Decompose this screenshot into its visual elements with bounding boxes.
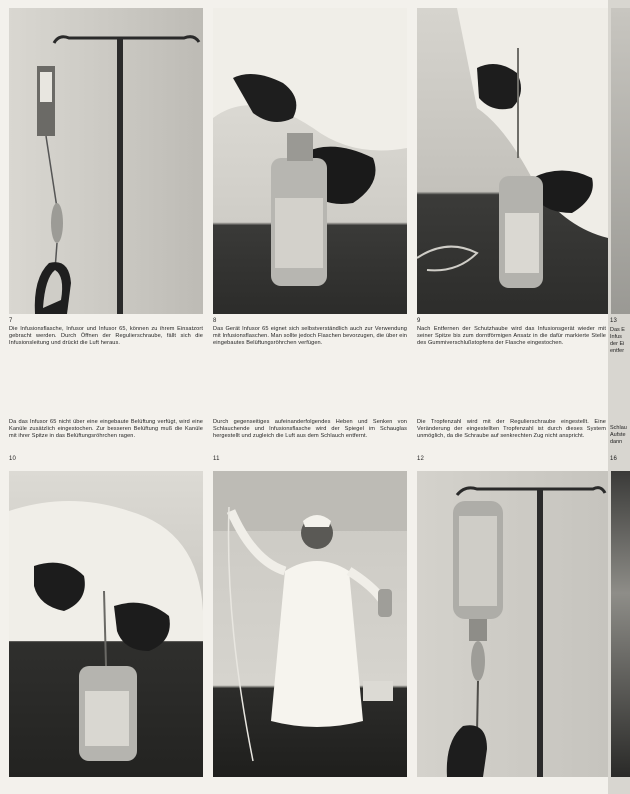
photo-drip-regulation xyxy=(417,471,608,777)
adjacent-figure-number: 13 xyxy=(610,318,618,324)
adjacent-caption-fragment: Das E xyxy=(610,327,625,333)
photo-inserting-spike xyxy=(417,8,608,314)
figure-caption: Die Tropfenzahl wird mit der Regulierschraube eingestellt. Eine Veränderung der eingestellten Tropfenzahl ist durch dieses System unmöglich, da die Schraube auf senkrechten Zug nicht anspricht. xyxy=(417,419,606,439)
figure-number: 7 xyxy=(9,318,13,324)
figure-caption: Nach Entfernen der Schutzhaube wird das Infusionsgerät wieder mit seiner Spitze bis zum dorntförmigen Ansatz in die dafür markierte Stelle des Gummiverschlußstopfens der Flasche eingestochen. xyxy=(417,326,606,346)
adjacent-caption-fragment: entfer xyxy=(610,348,625,354)
photo-cannula-ventilation xyxy=(9,471,203,777)
figure-caption: Durch gegenseitiges aufeinanderfolgendes Heben und Senken von Schlauchende und Infusionsflasche wird der Spiegel im Schauglas hergestellt und zugleich die Luft aus dem Schlauch entfernt. xyxy=(213,419,407,439)
photo-hands-opening-bottle xyxy=(213,8,407,314)
figure-number: 10 xyxy=(9,456,17,462)
adjacent-caption-fragment: Infus xyxy=(610,334,622,340)
adjacent-caption-fragment: Schlau xyxy=(610,425,627,431)
adjacent-caption-fragment: Aufste xyxy=(610,432,626,438)
adjacent-caption-fragment: der Ei xyxy=(610,341,625,347)
adjacent-photo-top xyxy=(611,8,630,314)
photo-iv-stand-infusor xyxy=(9,8,203,314)
photo-nurse-filling-tube xyxy=(213,471,407,777)
figure-number: 8 xyxy=(213,318,217,324)
figure-number: 12 xyxy=(417,456,425,462)
figure-number: 9 xyxy=(417,318,421,324)
adjacent-page-edge xyxy=(608,0,630,794)
figure-caption: Da das Infusor 65 nicht über eine eingebaute Belüftung verfügt, wird eine Kanüle zusätzlich eingestochen. Zur besseren Belüftung muß die Kanüle mit ihrer Spitze in das Belüftungsröhrchen ragen. xyxy=(9,419,203,439)
adjacent-figure-number: 16 xyxy=(610,456,618,462)
adjacent-photo-bottom xyxy=(611,471,630,777)
figure-caption: Die Infusionsflasche, Infusor und Infusor 65, können zu ihrem Einsatzort gebracht werden. Durch Öffnen der Regulierschraube, fällt sich die Infusionsleitung und drückt die Luft heraus. xyxy=(9,326,203,346)
figure-number: 11 xyxy=(213,456,220,462)
adjacent-caption-fragment: dann xyxy=(610,439,623,445)
figure-caption: Das Gerät Infusor 65 eignet sich selbstverständlich auch zur Verwendung mit Infusionsflaschen. Man sollte jedoch Flaschen bevorzugen, die über ein eingebautes Belüftungsröhrchen verfügen. xyxy=(213,326,407,346)
